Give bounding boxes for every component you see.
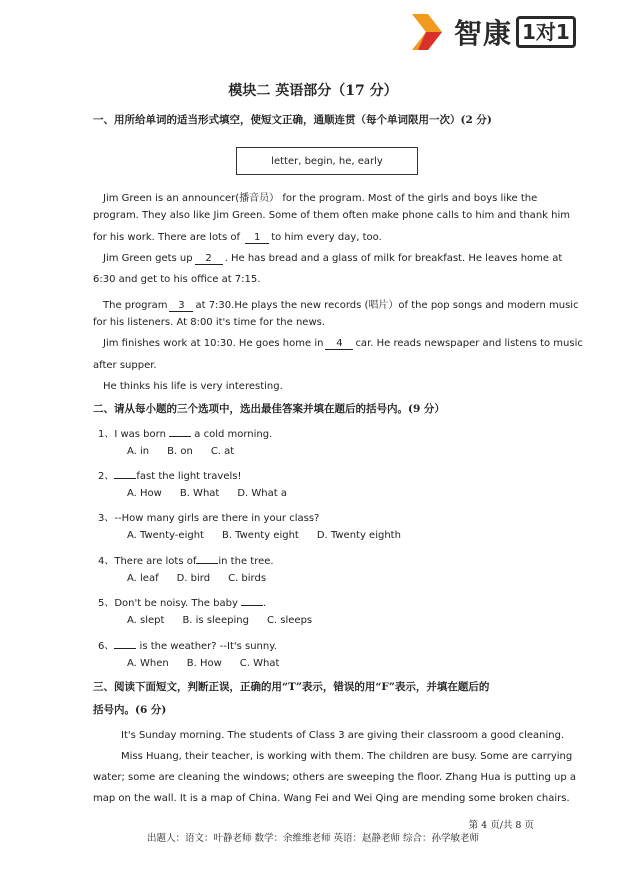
option-choice: B. on (167, 446, 193, 457)
passage-text: Jim finishes work at 10:30. He goes home in (103, 338, 324, 349)
passage-text: 6:30 and get to his office at 7:15. (93, 274, 261, 285)
passage-text: at 7:30.He plays the new records (唱片）of the pop songs and modern music (195, 300, 579, 311)
option-choice: B. How (186, 658, 222, 669)
word-bank-text: letter, begin, he, early (271, 155, 383, 167)
option-choice: B. is sleeping (182, 615, 249, 626)
question-text: 4、There are lots of (98, 556, 197, 567)
question-options (127, 446, 252, 457)
question-text: is the weather? --It's sunny. (136, 641, 277, 652)
reading-line: It's Sunday morning. The students of Class 3 are giving their classroom a good cleaning. (121, 730, 565, 741)
question-text: 3、--How many girls are there in your class? (98, 513, 320, 524)
question-text: a cold morning. (191, 429, 273, 440)
passage-text: The program (103, 300, 168, 311)
option-choice: C. birds (228, 573, 267, 584)
passage-line (93, 317, 325, 328)
reading-line: Miss Huang, their teacher, is working with them. The children are busy. Some are carrying (121, 751, 573, 762)
passage-line (103, 296, 579, 312)
question-text: in the tree. (218, 556, 274, 567)
question-text: 1、I was born (98, 429, 170, 440)
word-bank-box (236, 147, 418, 175)
blank-number: 4 (325, 338, 353, 350)
passage-line (103, 253, 562, 265)
reading-line: water; some are cleaning the windows; others are sweeping the floor. Zhang Hua is putting up a (93, 772, 577, 783)
section2-heading: 二、请从每小题的三个选项中，选出最佳答案并填在题后的括号内。(9 分） (93, 403, 445, 415)
answer-blank (169, 426, 191, 437)
blank-number: 1 (245, 232, 269, 244)
logo-mark-icon (412, 14, 448, 50)
section3-heading-line1: 三、阅读下面短文，判断正误，正确的用“T”表示，错误的用“F”表示，并填在题后的 (93, 681, 490, 693)
option-choice: D. What a (237, 488, 287, 499)
question-text: fast the light travels! (136, 471, 242, 482)
question-stem (98, 509, 319, 524)
section1-heading: 一、用所给单词的适当形式填空，使短文正确，通顺连贯（每个单词限用一次）(2 分) (93, 114, 492, 126)
passage-text: Jim Green gets up (103, 253, 193, 264)
option-choice: B. Twenty eight (221, 530, 299, 541)
blank-number: 3 (169, 300, 193, 312)
passage-line (103, 381, 283, 392)
question-options (127, 615, 330, 626)
passage-text: Jim Green is an announcer(播音员） for the program. Most of the girls and boys like the (103, 193, 538, 204)
page-number: 第 4 页/共 8 页 (468, 820, 534, 831)
logo-suffix-text: 1对1 (516, 16, 576, 48)
option-choice: A. How (127, 488, 162, 499)
page-title: 模块二 英语部分（17 分） (228, 83, 398, 99)
option-choice: A. Twenty-eight (127, 530, 204, 541)
question-stem (98, 594, 266, 609)
question-stem (98, 552, 274, 567)
option-choice: D. Twenty eighth (316, 530, 401, 541)
question-text: 6、 (98, 641, 115, 652)
passage-line (93, 210, 570, 221)
question-text: 2、 (98, 471, 115, 482)
option-choice: A. in (127, 446, 150, 457)
option-choice: A. slept (127, 615, 165, 626)
passage-text: He thinks his life is very interesting. (103, 381, 283, 392)
answer-blank (196, 553, 218, 564)
option-choice: C. What (239, 658, 280, 669)
brand-logo (412, 12, 576, 52)
passage-line (93, 274, 260, 285)
option-choice: C. sleeps (266, 615, 313, 626)
logo-brand-text: 智康 (454, 17, 513, 50)
passage-text: . He has bread and a glass of milk for breakfast. He leaves home at (224, 253, 563, 264)
question-options (127, 488, 305, 499)
answer-blank (114, 468, 136, 479)
option-choice: A. When (127, 658, 169, 669)
question-stem (98, 637, 277, 652)
passage-line (93, 232, 382, 244)
question-text: . (263, 598, 267, 609)
passage-text: after supper. (93, 360, 157, 371)
question-stem (98, 467, 242, 482)
question-text: 5、Don't be noisy. The baby (98, 598, 242, 609)
option-choice: D. bird (176, 573, 211, 584)
passage-text: for his listeners. At 8:00 it's time for the news. (93, 317, 326, 328)
passage-line (93, 360, 157, 371)
passage-text: to him every day, too. (271, 232, 382, 243)
option-choice: A. leaf (127, 573, 159, 584)
answer-blank (241, 595, 263, 606)
question-options (127, 658, 297, 669)
question-options (127, 530, 419, 541)
passage-text: program. They also like Jim Green. Some of them often make phone calls to him and thank him (93, 210, 570, 221)
option-choice: B. What (179, 488, 220, 499)
passage-text: car. He reads newspaper and listens to music (355, 338, 583, 349)
passage-text: for his work. There are lots of (93, 232, 244, 243)
question-options (127, 573, 284, 584)
passage-line (103, 189, 537, 204)
answer-blank (114, 638, 136, 649)
author-credits: 出题人：语文：叶静老师 数学：余维维老师 英语：赵静老师 综合：孙学敏老师 (146, 833, 480, 844)
blank-number: 2 (195, 253, 223, 265)
option-choice: C. at (210, 446, 235, 457)
section3-heading-line2: 括号内。(6 分) (93, 704, 167, 716)
reading-line: map on the wall. It is a map of China. Wang Fei and Wei Qing are mending some broken chairs. (93, 793, 570, 804)
passage-line (103, 338, 583, 350)
question-stem (98, 425, 272, 440)
